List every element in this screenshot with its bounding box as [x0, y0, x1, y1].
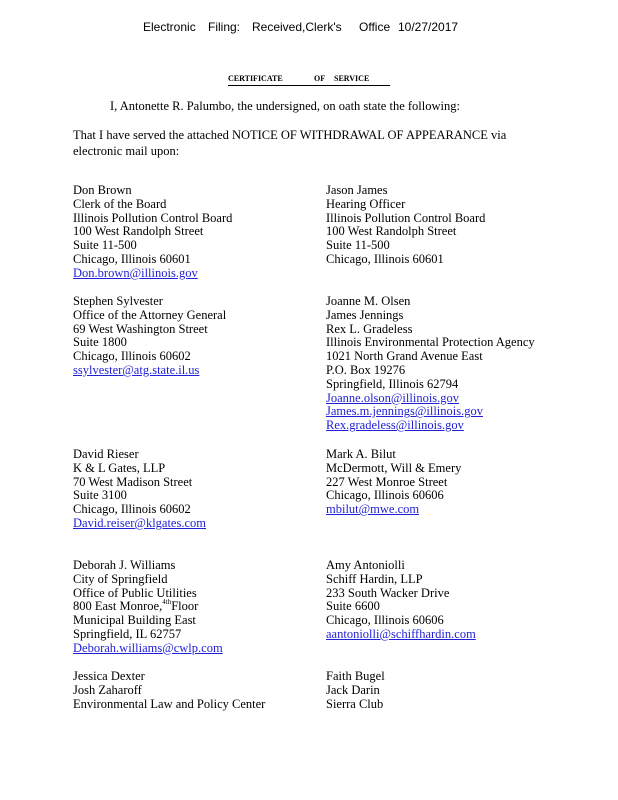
contact-city: Chicago, Illinois 60602	[73, 349, 191, 364]
contact-stephen-sylvester	[73, 295, 226, 378]
contact-david-rieser	[73, 448, 206, 531]
header-received: Received,Clerk's	[252, 20, 342, 34]
email-link[interactable]: David.reiser@klgates.com	[73, 515, 206, 530]
certificate-title	[228, 74, 390, 86]
contact-street: 69 West Washington Street	[73, 321, 208, 336]
contact-city: Chicago, Illinois 60606	[326, 613, 444, 628]
contact-title: Clerk of the Board	[73, 196, 167, 211]
header-electronic: Electronic	[143, 20, 196, 34]
email-link[interactable]: Joanne.olson@illinois.gov	[326, 390, 460, 405]
contact-pobox: P.O. Box 19276	[326, 362, 406, 377]
contact-city: Chicago, Illinois 60601	[73, 251, 191, 266]
oath-statement: I, Antonette R. Palumbo, the undersigned, on oath state the following:	[110, 99, 460, 113]
header-date: 10/27/2017	[398, 20, 459, 34]
contact-name: Mark A. Bilut	[326, 447, 396, 461]
contact-joanne-olsen	[326, 295, 535, 433]
contact-org: Illinois Pollution Control Board	[326, 210, 486, 225]
contact-jessica-dexter	[73, 670, 265, 711]
contact-street: 233 South Wacker Drive	[326, 585, 450, 600]
contact-suite: Suite 3100	[73, 488, 127, 503]
contact-suite: Suite 11-500	[326, 238, 390, 253]
email-link[interactable]: Deborah.williams@cwlp.com	[73, 640, 223, 655]
contact-city: Springfield, IL 62757	[73, 626, 182, 641]
contact-city: Springfield, Illinois 62794	[326, 376, 459, 391]
email-link[interactable]: ssylvester@atg.state.il.us	[73, 362, 200, 377]
contact-name: Don Brown	[73, 183, 132, 197]
email-link[interactable]: James.m.jennings@illinois.gov	[326, 404, 483, 419]
contact-name: Faith Bugel	[326, 669, 385, 683]
certificate-word-2: OF	[314, 74, 326, 83]
contact-office: Office of Public Utilities	[73, 585, 197, 600]
contact-org: City of Springfield	[73, 571, 168, 586]
contact-name: Jessica Dexter	[73, 669, 145, 683]
address-suffix: Floor	[171, 599, 199, 614]
email-link[interactable]: Don.brown@illinois.gov	[73, 265, 198, 280]
contact-name: Josh Zaharoff	[73, 682, 142, 697]
contact-street: 227 West Monroe Street	[326, 474, 448, 489]
contact-suite: Suite 6600	[326, 599, 380, 614]
served-line-1: That I have served the attached NOTICE OF WITHDRAWAL OF APPEARANCE via	[73, 128, 507, 142]
contact-name: Stephen Sylvester	[73, 294, 163, 308]
contact-name: Deborah J. Williams	[73, 558, 176, 572]
contact-name: Joanne M. Olsen	[326, 294, 411, 308]
contact-org: Illinois Pollution Control Board	[73, 210, 233, 225]
floor-ordinal: 4th	[162, 598, 172, 607]
certificate-word-1: CERTIFICATE	[228, 74, 283, 83]
contact-city: Chicago, Illinois 60606	[326, 488, 444, 503]
contact-jason-james	[326, 184, 485, 267]
contact-street: 100 West Randolph Street	[73, 224, 204, 239]
contact-don-brown	[73, 184, 232, 281]
contact-org: K & L Gates, LLP	[73, 460, 166, 475]
contact-deborah-williams	[73, 559, 223, 656]
contact-name: James Jennings	[326, 307, 404, 322]
contact-name: Rex L. Gradeless	[326, 321, 413, 336]
contact-mark-bilut	[326, 448, 461, 517]
contact-street: 100 West Randolph Street	[326, 224, 457, 239]
contact-title: Hearing Officer	[326, 196, 406, 211]
contact-street	[73, 600, 223, 614]
contact-org: McDermott, Will & Emery	[326, 460, 462, 475]
email-link[interactable]: Rex.gradeless@illinois.gov	[326, 418, 464, 433]
contact-org: Illinois Environmental Protection Agency	[326, 335, 535, 350]
header-office: Office	[359, 20, 391, 34]
served-line-2: electronic mail upon:	[73, 144, 180, 158]
address-prefix: 800 East Monroe,	[73, 599, 163, 614]
header-filing: Filing:	[208, 20, 241, 34]
contact-building: Municipal Building East	[73, 613, 196, 628]
certificate-word-3: SERVICE	[334, 74, 370, 83]
contact-street: 1021 North Grand Avenue East	[326, 349, 483, 364]
contact-name: Jack Darin	[326, 682, 380, 697]
contact-org: Office of the Attorney General	[73, 307, 227, 322]
contact-suite: Suite 11-500	[73, 238, 137, 253]
contact-suite: Suite 1800	[73, 335, 127, 350]
contact-city: Chicago, Illinois 60601	[326, 251, 444, 266]
contact-amy-antoniolli	[326, 559, 476, 642]
contact-street: 70 West Madison Street	[73, 474, 193, 489]
contact-org: Sierra Club	[326, 696, 384, 711]
contact-name: Amy Antoniolli	[326, 558, 405, 572]
contact-name: Jason James	[326, 183, 388, 197]
contact-name: David Rieser	[73, 447, 139, 461]
contact-faith-bugel	[326, 670, 385, 711]
contact-org: Schiff Hardin, LLP	[326, 571, 423, 586]
email-link[interactable]: mbilut@mwe.com	[326, 502, 420, 517]
contact-org: Environmental Law and Policy Center	[73, 696, 266, 711]
email-link[interactable]: aantoniolli@schiffhardin.com	[326, 626, 476, 641]
contact-city: Chicago, Illinois 60602	[73, 502, 191, 517]
